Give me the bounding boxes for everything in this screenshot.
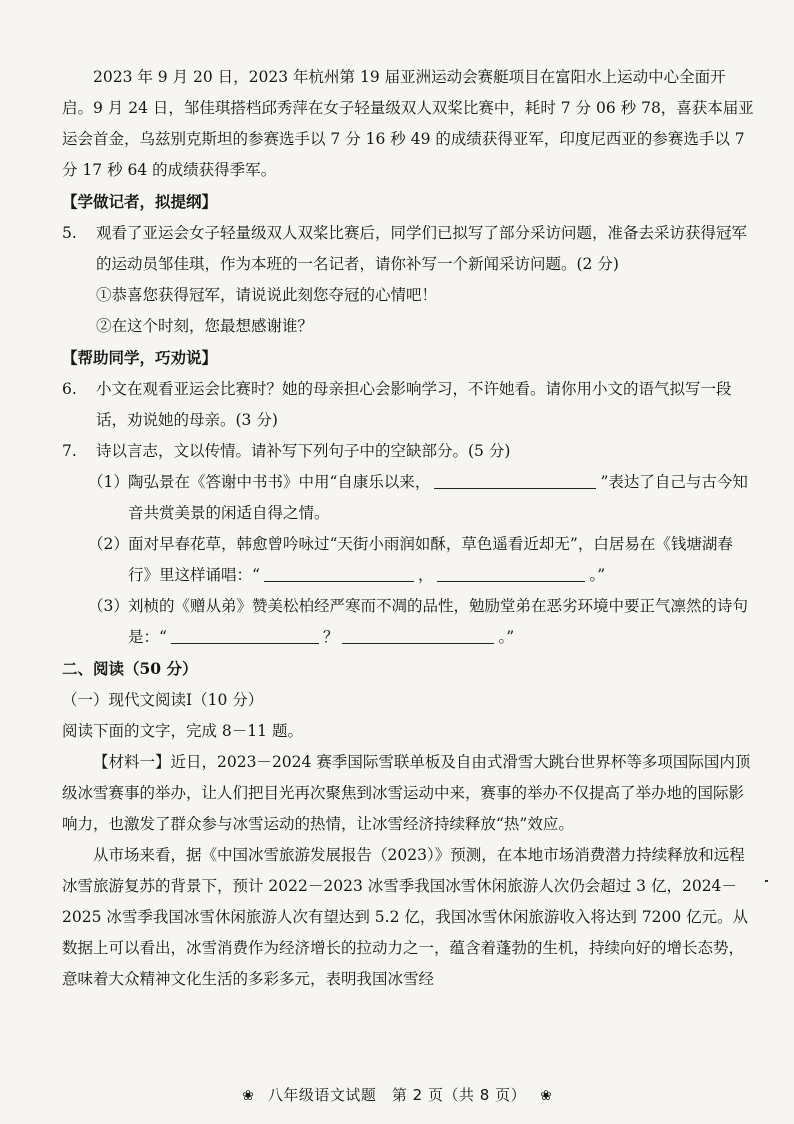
answer-blank[interactable] [434,470,596,489]
sub-text-b: ？ [322,628,339,646]
market-paragraph: 从市场来看，据《中国冰雪旅游发展报告（2023）》预测，在本地市场消费潜力持续释放和远程冰雪旅游复苏的背景下，预计 2022－2023 冰雪季我国冰雪休闲旅游人次仍会超过 3 亿，2024－2025 冰雪季我国冰雪休闲旅游人次有望达到 5.2 亿，我国冰雪休闲旅游收入将达到 7200 亿元。从数据上可以看出，冰雪消费作为经济增长的拉动力之一，蕴含着蓬勃的生机，持续向好的增长态势，意味着大众精神文化生活的多彩多元，表明我国冰雪经 [62,846,749,988]
answer-blank[interactable] [437,563,585,582]
question-7-3 [62,591,754,653]
scan-mark [765,880,768,882]
sub-text-b: ， [417,566,434,584]
sub-text-a: 陶弘景在《答谢中书书》中用“自康乐以来， [128,473,431,491]
section-heading-reporter: 【学做记者，拟提纲】 [62,192,218,211]
sub-number: （2） [88,535,129,553]
sub-number: （1） [88,473,129,491]
sub-text-a: 刘桢的《赠从弟》赞美松柏经严寒而不凋的品性，勉励堂弟在恶劣环境中要正气凛然的诗句是：“ [128,597,749,646]
answer-blank[interactable] [264,563,414,582]
question-number: 6. [62,380,77,398]
question-text: 诗以言志，文以传情。请补写下列句子中的空缺部分。(5 分) [96,442,511,460]
section-heading-reading: 二、阅读（50 分） [62,659,198,678]
question-6 [62,374,754,436]
question-7 [62,436,754,467]
reading-sub-heading: （一）现代文阅读Ⅰ（10 分） [62,691,264,709]
question-7-1 [62,467,754,529]
question-7-2 [62,529,754,591]
reading-instruction: 阅读下面的文字，完成 8－11 题。 [62,722,303,740]
answer-blank[interactable] [342,625,494,644]
question-number: 7. [62,442,77,460]
question-text: 观看了亚运会女子轻量级双人双桨比赛后，同学们已拟写了部分采访问题，准备去采访获得冠军的运动员邹佳琪，作为本班的一名记者，请你补写一个新闻采访问题。(2 分) [96,224,748,273]
answer-blank[interactable] [171,625,319,644]
sub-number: （3） [88,597,129,615]
interview-question-1: ①恭喜您获得冠军，请说说此刻您夺冠的心情吧！ [96,286,438,304]
intro-paragraph: 2023 年 9 月 20 日，2023 年杭州第 19 届亚洲运动会赛艇项目在富阳水上运动中心全面开启。9 月 24 日，邹佳琪搭档邱秀萍在女子轻量级双人双桨比赛中，耗时 7 分 06 秒 78，喜获本届亚运会首金，乌兹别克斯坦的参赛选手以 7 分 16 秒 49 的成绩获得亚军，印度尼西亚的参赛选手以 7 分 17 秒 64 的成绩获得季军。 [62,68,754,179]
sub-text-c: 。” [498,628,515,646]
flower-icon: ❀ [540,1088,552,1104]
sub-text-b: ”表达了自己与古今知音共赏美景的闲适自得之情。 [128,473,748,522]
question-text: 小文在观看亚运会比赛时？她的母亲担心会影响学习，不许她看。请你用小文的语气拟写一段话，劝说她的母亲。(3 分) [96,380,732,429]
material-one-paragraph: 【材料一】近日，2023－2024 赛季国际雪联单板及自由式滑雪大跳台世界杯等多项国际国内顶级冰雪赛事的举办，让人们把目光再次聚焦到冰雪运动中来，赛事的举办不仅提高了举办地的国际影响力，也激发了群众参与冰雪运动的热情，让冰雪经济持续释放“热”效应。 [62,753,751,833]
interview-question-2: ②在这个时刻，您最想感谢谁？ [96,317,314,335]
sub-text-c: 。” [589,566,606,584]
question-5 [62,218,754,280]
flower-icon: ❀ [242,1088,254,1104]
footer-text: 八年级语文试题 第 2 页（共 8 页） [267,1086,527,1104]
page-footer [0,1084,794,1105]
section-heading-persuade: 【帮助同学，巧劝说】 [62,348,218,367]
sub-text-a: 面对早春花草，韩愈曾吟咏过“天街小雨润如酥，草色遥看近却无”，白居易在《钱塘湖春行》里这样诵唱：“ [128,535,733,584]
question-number: 5. [62,224,77,242]
